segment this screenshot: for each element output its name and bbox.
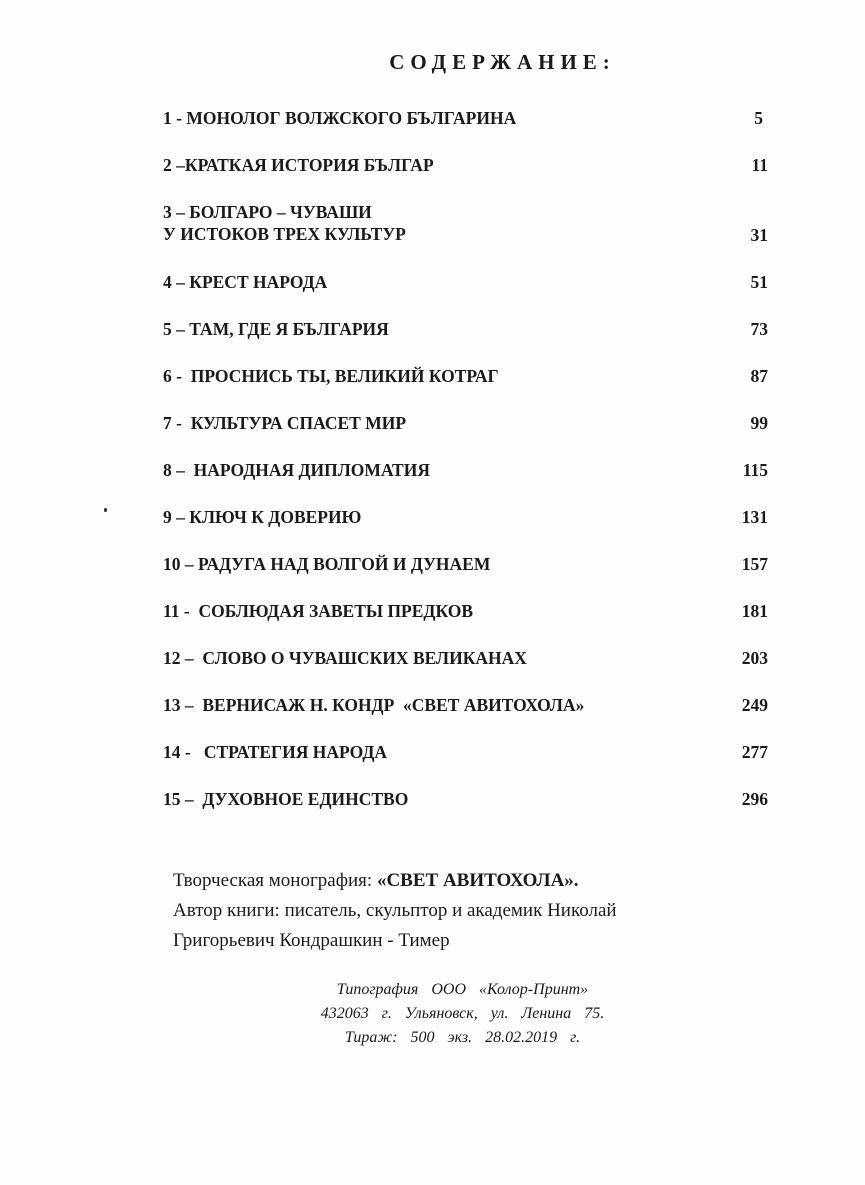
toc-entry-page: 181	[741, 601, 768, 621]
monograph-title: «СВЕТ АВИТОХОЛА».	[376, 870, 579, 891]
toc-entry-title: 15 – ДУХОВНОЕ ЕДИНСТВО	[163, 789, 409, 809]
toc-entry-page: 157	[741, 554, 768, 574]
toc-entry	[163, 741, 783, 788]
toc-entry	[163, 506, 783, 553]
toc-entry-title: 1 - МОНОЛОГ ВОЛЖСКОГО БЪЛГАРИНА	[163, 108, 517, 128]
toc-entry-title: 10 – РАДУГА НАД ВОЛГОЙ И ДУНАЕМ	[163, 554, 491, 574]
toc-entry	[163, 459, 783, 506]
toc-entry	[163, 201, 783, 271]
toc-entry-page: 51	[750, 272, 768, 292]
toc-entry-page: 11	[751, 155, 768, 175]
toc-entry-page: 99	[750, 413, 768, 433]
toc-entry	[163, 365, 783, 412]
toc-entry	[163, 318, 783, 365]
toc-entry	[163, 600, 783, 647]
toc-entry-title: 11 - СОБЛЮДАЯ ЗАВЕТЫ ПРЕДКОВ	[163, 601, 473, 621]
imprint-line-1: Типография ООО «Колор-Принт»	[336, 981, 589, 998]
toc-entry-title: 5 – ТАМ, ГДЕ Я БЪЛГАРИЯ	[163, 319, 389, 339]
toc-entry-title: 4 – КРЕСТ НАРОДА	[163, 272, 328, 292]
imprint-line-3: Тираж: 500 экз. 28.02.2019 г.	[344, 1029, 581, 1046]
toc-entry-title: 3 – БОЛГАРО – ЧУВАШИ У ИСТОКОВ ТРЕХ КУЛЬТУР	[163, 202, 406, 244]
toc-entry-page: 115	[742, 460, 768, 480]
imprint-line-2: 432063 г. Ульяновск, ул. Ленина 75.	[320, 1005, 605, 1022]
toc-entry	[163, 788, 783, 835]
toc-entry	[163, 694, 783, 741]
toc-entry	[163, 647, 783, 694]
toc-entry-title: 14 - СТРАТЕГИЯ НАРОДА	[163, 742, 388, 762]
imprint	[0, 978, 865, 1050]
toc-entry-title: 7 - КУЛЬТУРА СПАСЕТ МИР	[163, 413, 407, 433]
toc-entry-title: 2 –КРАТКАЯ ИСТОРИЯ БЪЛГАР	[163, 155, 434, 175]
toc-entry	[163, 154, 783, 201]
toc-entry	[163, 271, 783, 318]
author-line-2: Григорьевич Кондрашкин - Тимер	[173, 930, 450, 951]
toc-entry-title: 12 – СЛОВО О ЧУВАШСКИХ ВЕЛИКАНАХ	[163, 648, 527, 668]
toc-entry-page: 131	[741, 507, 768, 527]
author-line-1: Автор книги: писатель, скульптор и академик Николай	[173, 900, 617, 921]
toc-entry-title: 13 – ВЕРНИСАЖ Н. КОНДР «СВЕТ АВИТОХОЛА»	[163, 695, 585, 715]
monograph-prefix: Творческая монография:	[173, 870, 377, 891]
toc-entry-page: 87	[750, 366, 768, 386]
toc-entry-page: 73	[750, 319, 768, 339]
toc-entry-page: 277	[741, 742, 768, 762]
page-title: СОДЕРЖАНИЕ:	[389, 50, 616, 74]
print-speck	[104, 508, 107, 512]
toc-entry-page: 296	[741, 789, 768, 809]
toc-entry-title: 6 - ПРОСНИСЬ ТЫ, ВЕЛИКИЙ КОТРАГ	[163, 366, 499, 386]
toc-entry-title: 9 – КЛЮЧ К ДОВЕРИЮ	[163, 507, 362, 527]
toc-entry-page: 31	[750, 225, 768, 245]
toc-entry-page: 203	[741, 648, 768, 668]
toc-entry	[163, 107, 783, 154]
toc-entry-title: 8 – НАРОДНАЯ ДИПЛОМАТИЯ	[163, 460, 430, 480]
toc-entry-page: 249	[741, 695, 768, 715]
book-info	[173, 866, 617, 956]
toc-entry	[163, 412, 783, 459]
toc-entry	[163, 553, 783, 600]
monograph-line	[173, 866, 617, 896]
toc-entry-page: 5	[754, 108, 763, 128]
table-of-contents	[163, 107, 783, 835]
